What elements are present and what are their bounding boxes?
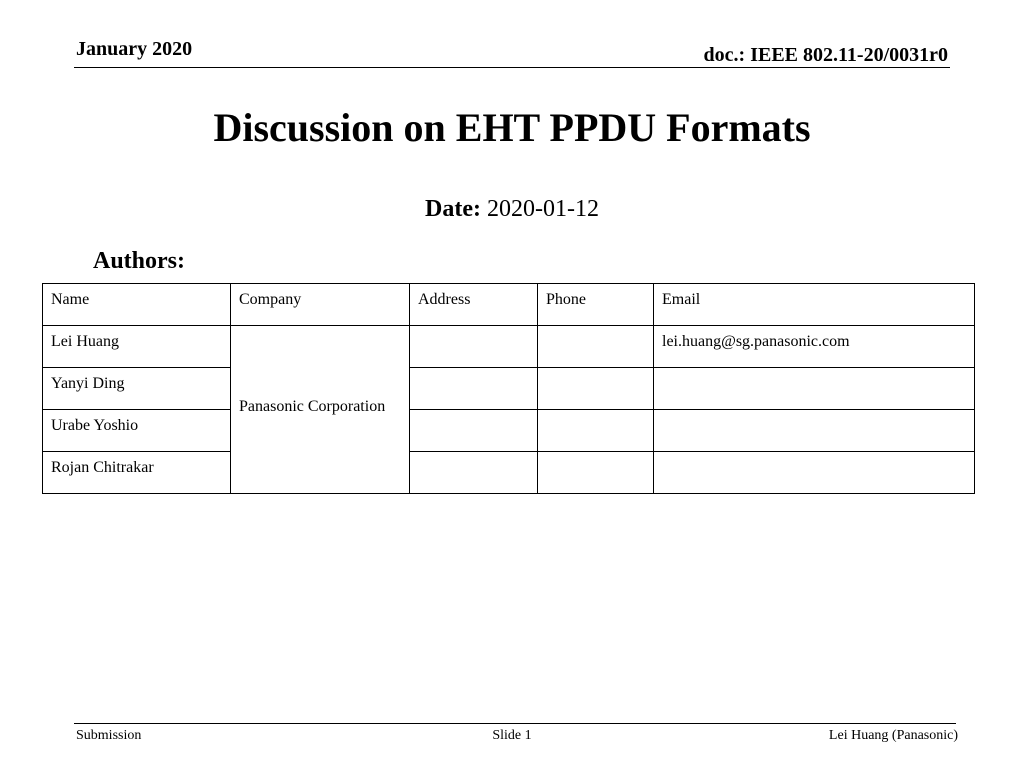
- author-email: [654, 410, 975, 452]
- footer-submission: Submission: [76, 728, 142, 743]
- date-value: 2020-01-12: [486, 196, 599, 222]
- slide-title: Discussion on EHT PPDU Formats: [213, 105, 811, 150]
- author-email: [654, 452, 975, 494]
- footer-slide-number: Slide 1: [492, 728, 532, 743]
- table-row: [43, 368, 975, 410]
- header-date: January 2020: [76, 38, 193, 60]
- date-label: Date:: [425, 196, 481, 222]
- footer-author: Lei Huang (Panasonic): [828, 728, 958, 743]
- author-phone: [538, 452, 654, 494]
- date-line: [0, 196, 1024, 223]
- author-phone: [538, 326, 654, 368]
- header-address: Address: [410, 284, 538, 326]
- header-phone: Phone: [538, 284, 654, 326]
- author-email: [654, 368, 975, 410]
- author-address: [410, 410, 538, 452]
- table-row: [43, 326, 975, 368]
- footer-divider: [74, 723, 956, 724]
- author-phone: [538, 410, 654, 452]
- author-address: [410, 326, 538, 368]
- author-name: Rojan Chitrakar: [43, 452, 231, 494]
- author-email: lei.huang@sg.panasonic.com: [654, 326, 975, 368]
- authors-table: [42, 283, 975, 494]
- header-doc-id: doc.: IEEE 802.11-20/0031r0: [703, 44, 948, 66]
- authors-heading: Authors:: [93, 248, 186, 274]
- author-address: [410, 368, 538, 410]
- author-address: [410, 452, 538, 494]
- header-company: Company: [231, 284, 410, 326]
- author-name: Yanyi Ding: [43, 368, 231, 410]
- table-row: [43, 410, 975, 452]
- table-row: [43, 452, 975, 494]
- author-name: Lei Huang: [43, 326, 231, 368]
- author-name: Urabe Yoshio: [43, 410, 231, 452]
- table-header-row: [43, 284, 975, 326]
- author-company: Panasonic Corporation: [231, 326, 410, 494]
- author-phone: [538, 368, 654, 410]
- header-divider: [74, 67, 950, 68]
- header-name: Name: [43, 284, 231, 326]
- header-email: Email: [654, 284, 975, 326]
